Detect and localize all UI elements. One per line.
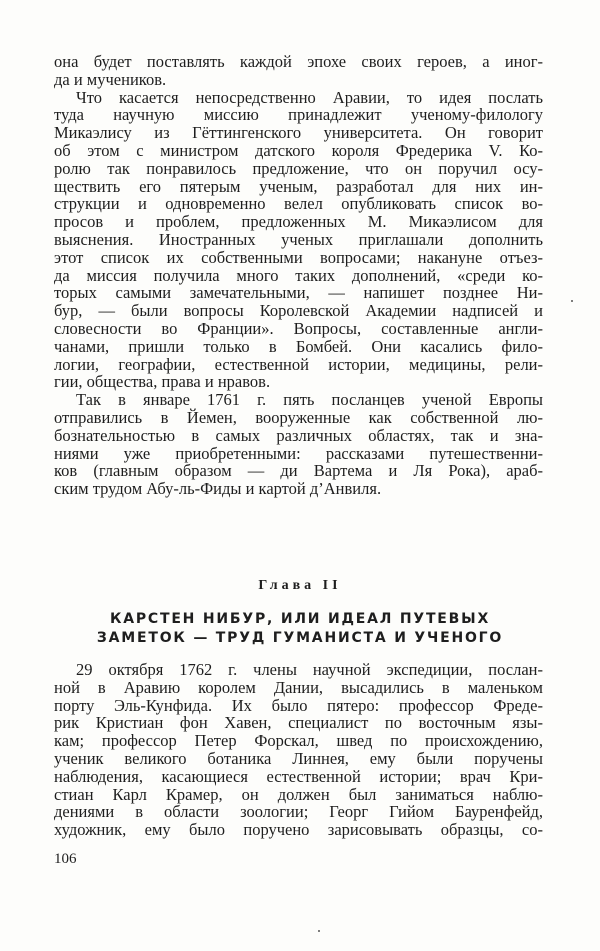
- text-line: кам; профессор Петер Форскал, швед по происхождению,: [54, 731, 543, 751]
- text-line: рик Кристиан фон Хавен, специалист по восточным язы-: [54, 713, 543, 733]
- text-line: стиан Карл Крамер, он должен был заниматься наблю-: [54, 784, 543, 804]
- text-line: ной в Аравию королем Дании, высадились в маленьком: [54, 677, 543, 697]
- page-number: 106: [54, 851, 77, 867]
- chapter-label: Глава II: [258, 578, 342, 593]
- text-line: торых самыми замечательными, — напишет позднее Ни-: [54, 283, 543, 303]
- text-line: ским трудом Абу-ль-Фиды и картой д’Анвиля.: [54, 479, 382, 499]
- text-line: ществить его пятерым ученым, разработал для них ин-: [54, 176, 543, 196]
- text-line: туда научную миссию принадлежит ученому-филологу: [54, 105, 543, 125]
- chapter-title-line-2: ЗАМЕТОК — ТРУД ГУМАНИСТА И УЧЕНОГО: [96, 630, 504, 646]
- text-line: бур, — были вопросы Королевской Академии надписей и: [54, 301, 543, 321]
- text-block-top: [54, 53, 543, 498]
- text-line: Микаэлису из Гёттингенского университета. Он говорит: [54, 123, 543, 143]
- text-line: выяснения. Иностранных ученых приглашали дополнить: [54, 229, 543, 249]
- text-line: Так в январе 1761 г. пять посланцев ученой Европы: [76, 390, 543, 410]
- text-line: да и мучеников.: [54, 69, 167, 89]
- text-line: художник, ему было поручено зарисовывать образцы, со-: [54, 820, 543, 840]
- text-line: струкции и одновременно велел опубликовать список во-: [54, 194, 543, 214]
- text-line: ниями уже приобретенными: рассказами путешественни-: [54, 443, 543, 463]
- text-line: об этом с министром датского короля Фредерика V. Ко-: [54, 140, 543, 160]
- text-line: ученик великого ботаника Линнея, ему были поручены: [54, 748, 543, 768]
- text-line: этот список их собственными вопросами; накануне отъез-: [54, 247, 543, 267]
- text-line: 29 октября 1762 г. члены научной экспедиции, послан-: [76, 660, 543, 679]
- text-block-bottom: [54, 661, 543, 839]
- text-line: логии, географии, естественной истории, медицины, рели-: [54, 354, 543, 374]
- text-line: гии, общества, права и нравов.: [54, 372, 271, 392]
- text-line: она будет поставлять каждой эпохе своих героев, а иног-: [54, 52, 543, 71]
- text-line: дениями в области зоологии; Георг Гийом Бауренфейд,: [54, 802, 543, 822]
- chapter-title-line-1: КАРСТЕН НИБУР, ИЛИ ИДЕАЛ ПУТЕВЫХ: [109, 611, 491, 627]
- text-line: чанами, пришли только в Бомбей. Они касались фило-: [54, 336, 543, 356]
- text-line: отправились в Йемен, вооруженные как собственной лю-: [54, 407, 543, 427]
- text-line: ков (главным образом — ди Вартема и Ля Рока), араб-: [54, 461, 543, 481]
- text-line: Что касается непосредственно Аравии, то идея послать: [76, 87, 543, 107]
- text-line: наблюдения, касающиеся естественной истории; врач Кри-: [54, 766, 543, 786]
- scan-speck: [571, 300, 573, 302]
- text-line: да миссия получила много таких дополнений, «среди ко-: [54, 265, 543, 285]
- text-line: словесности во Франции». Вопросы, составленные англи-: [54, 318, 543, 338]
- text-line: бознательностью в самых различных областях, так и зна-: [54, 425, 543, 445]
- text-line: просов и проблем, предложенных М. Микаэлисом для: [54, 212, 543, 232]
- text-line: ролю так понравилось предложение, что он поручил осу-: [54, 158, 543, 178]
- text-line: порту Эль-Кунфида. Их было пятеро: профессор Фреде-: [54, 695, 543, 715]
- scan-speck: [318, 930, 320, 932]
